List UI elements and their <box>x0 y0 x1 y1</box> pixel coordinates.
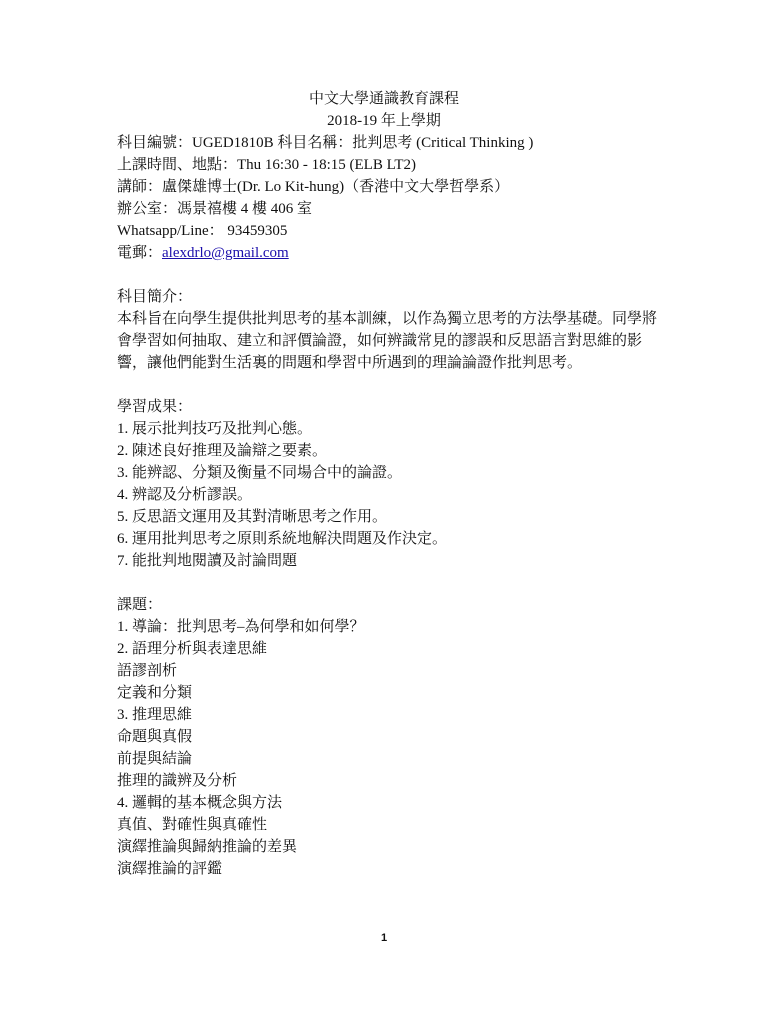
spacer <box>117 572 657 594</box>
outcomes-list <box>117 418 657 572</box>
academic-term: 2018-19 年上學期 <box>327 113 441 129</box>
topics-heading: 課題： <box>117 597 163 613</box>
outcome-item: 7. 能批判地閱讀及討論問題 <box>117 553 298 569</box>
spacer <box>117 264 657 286</box>
lecturer-info: 講師：盧傑雄博士(Dr. Lo Kit-hung)（香港中文大學哲學系） <box>117 179 510 195</box>
topic-item: 命題與真假 <box>117 729 193 745</box>
topic-item: 語謬剖析 <box>117 663 178 679</box>
intro-paragraph: 本科旨在向學生提供批判思考的基本訓練，以作為獨立思考的方法學基礎。同學將會學習如何抽取、建立和評價論證，如何辨識常見的謬誤和反思語言對思維的影響，讓他們能對生活裏的問題和學習中所遇到的理論論證作批判思考。 <box>117 311 658 371</box>
email-link[interactable]: alexdrlo@gmail.com <box>162 245 289 261</box>
topic-item: 定義和分類 <box>117 685 193 701</box>
whatsapp-line-info: Whatsapp/Line： 93459305 <box>117 223 288 239</box>
topic-item: 演繹推論的評鑑 <box>117 861 223 877</box>
outcomes-heading: 學習成果： <box>117 399 193 415</box>
outcome-item: 1. 展示批判技巧及批判心態。 <box>117 421 313 437</box>
topic-item: 推理的識辨及分析 <box>117 773 238 789</box>
outcome-item: 3. 能辨認、分類及衡量不同場合中的論證。 <box>117 465 403 481</box>
outcome-item: 6. 運用批判思考之原則系統地解決問題及作決定。 <box>117 531 448 547</box>
topic-item: 演繹推論與歸納推論的差異 <box>117 839 298 855</box>
document-body <box>117 132 657 880</box>
outcome-item: 2. 陳述良好推理及論辯之要素。 <box>117 443 328 459</box>
topic-item: 真值、對確性與真確性 <box>117 817 268 833</box>
topic-item: 4. 邏輯的基本概念與方法 <box>117 795 283 811</box>
topic-item: 前提與結論 <box>117 751 193 767</box>
topic-item: 3. 推理思維 <box>117 707 193 723</box>
intro-heading: 科目簡介： <box>117 289 193 305</box>
outcome-item: 5. 反思語文運用及其對清晰思考之作用。 <box>117 509 388 525</box>
topic-item: 2. 語理分析與表達思維 <box>117 641 268 657</box>
topic-item: 1. 導論：批判思考–為何學和如何學？ <box>117 619 365 635</box>
email-info <box>117 242 657 264</box>
class-time-place: 上課時間、地點：Thu 16:30 - 18:15 (ELB LT2) <box>117 157 417 173</box>
page-number: 1 <box>380 932 388 944</box>
course-code-name: 科目編號：UGED1810B 科目名稱：批判思考 (Critical Thinking ) <box>117 135 534 151</box>
office-info: 辦公室：馮景禧樓 4 樓 406 室 <box>117 201 313 217</box>
outcome-item: 4. 辨認及分析謬誤。 <box>117 487 253 503</box>
email-label: 電郵： <box>117 245 163 261</box>
document-header <box>0 88 768 132</box>
course-program-title: 中文大學通識教育課程 <box>308 91 459 107</box>
spacer <box>117 374 657 396</box>
topics-list <box>117 616 657 880</box>
